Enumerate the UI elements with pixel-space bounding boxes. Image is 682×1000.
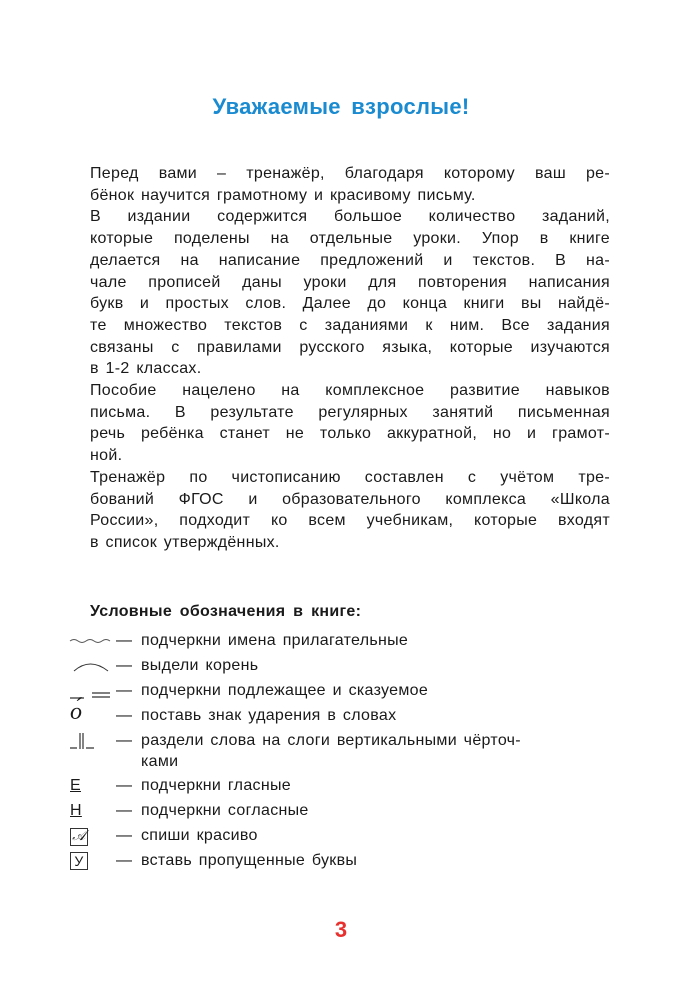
single-double-underline-icon (68, 680, 116, 701)
paragraph-line: чале прописей даны уроки для повторения написания (90, 273, 610, 291)
syllable-divider-icon (68, 730, 116, 751)
paragraph-line: те множество текстов с заданиями к ним. Все задания (90, 316, 610, 334)
boxed-cursive-a-icon: 𝒜 (70, 828, 88, 846)
wavy-underline-icon (68, 630, 116, 651)
paragraph-line: бований ФГОС и образовательного комплекса «Школа (90, 490, 610, 508)
underlined-letter-icon: Н (70, 802, 82, 819)
paragraph-line: России», подходит ко всем учебникам, которые входят (90, 512, 610, 530)
intro-text (90, 163, 610, 554)
paragraph-line: В издании содержится большое количество заданий, (90, 208, 610, 226)
paragraph-line: бёнок научится грамотному и красивому письму. (90, 186, 476, 204)
paragraph-line: в список утверждённых. (90, 533, 280, 551)
page-title: Уважаемые взрослые! (212, 94, 470, 119)
paragraph-line: Перед вами – тренажёр, благодаря которому ваш ре- (90, 165, 610, 182)
legend-title: Условные обозначения в книге: (90, 603, 362, 620)
paragraph-line: букв и простых слов. Далее до конца книги вы найдё- (90, 295, 610, 313)
paragraph-line: Тренажёр по чистописанию составлен с учётом тре- (90, 468, 610, 486)
paragraph-line: ной. (90, 447, 123, 465)
paragraph-line: речь ребёнка станет не только аккуратной, но и грамот- (90, 425, 610, 443)
paragraph-line: Пособие нацелено на комплексное развитие навыков (90, 382, 610, 400)
stress-mark-icon: о́ (70, 699, 83, 725)
boxed-letter-icon: У (70, 852, 88, 870)
arc-icon (68, 655, 116, 676)
paragraph-line: которые поделены на отдельные уроки. Упор в книге (90, 230, 610, 248)
underlined-letter-icon: Е (70, 777, 81, 794)
page-number: 3 (334, 917, 348, 942)
paragraph-line: связаны с правилами русского языка, которые изучаются (90, 338, 610, 356)
paragraph-line: письма. В результате регулярных занятий письменная (90, 403, 610, 421)
paragraph-line: делается на написание предложений и текстов. В на- (90, 251, 610, 269)
paragraph-line: в 1-2 классах. (90, 360, 202, 378)
